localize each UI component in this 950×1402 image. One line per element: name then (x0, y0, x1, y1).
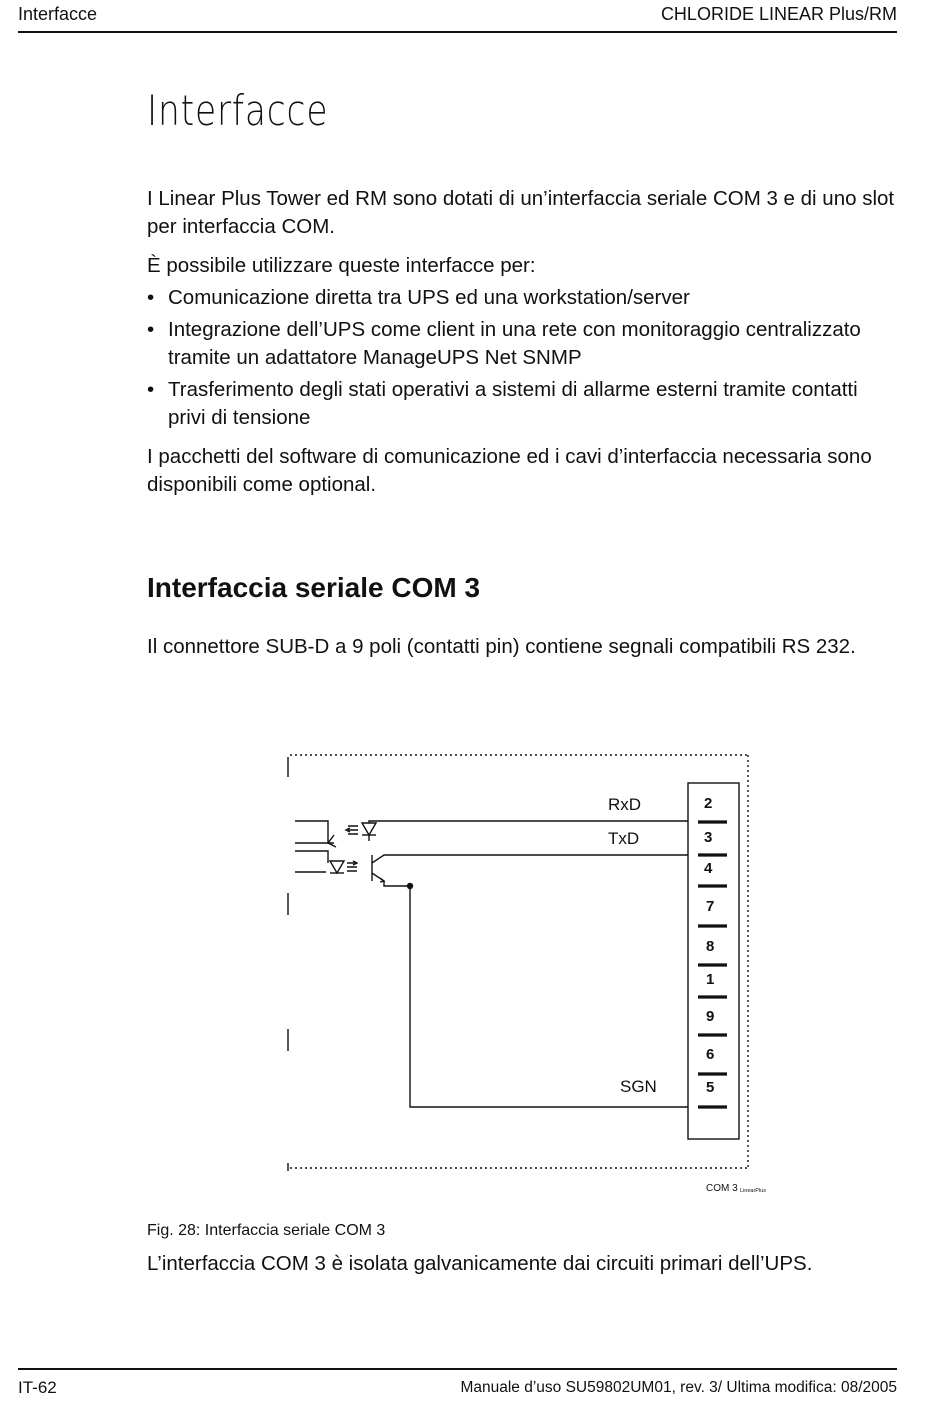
pin-number: 4 (704, 860, 713, 877)
pin-number: 5 (706, 1079, 715, 1096)
sgn-wire (410, 886, 688, 1107)
header-section-title: Interfacce (18, 4, 98, 24)
page-title: Interfacce (147, 86, 329, 135)
page-number: IT-62 (18, 1378, 57, 1397)
figure-model-label: LinearPlus (740, 1188, 766, 1194)
bullet-item: • Trasferimento degli stati operativi a sistemi di allarme esterni tramite contatti privi di tensione (147, 376, 899, 432)
figure-connector-label: COM 3 (706, 1183, 738, 1194)
footer-rule (18, 1368, 897, 1370)
signal-label-sgn: SGN (620, 1077, 657, 1096)
com3-wiring-diagram (280, 745, 780, 1200)
pin-number: 2 (704, 795, 713, 812)
intro-paragraph-1: I Linear Plus Tower ed RM sono dotati di un’interfaccia seriale COM 3 e di uno slot per interfaccia COM. (147, 187, 895, 238)
signal-label-txd: TxD (608, 829, 640, 848)
optocoupler-tx-symbol (295, 851, 688, 886)
ground-junction-dot (407, 883, 413, 889)
pin-separators (698, 822, 727, 1107)
document-reference: Manuale d’uso SU59802UM01, rev. 3/ Ultima modifica: 08/2005 (460, 1379, 897, 1396)
pin-number: 6 (706, 1046, 715, 1063)
closing-paragraph: L’interfaccia COM 3 è isolata galvanicamente dai circuiti primari dell’UPS. (147, 1252, 813, 1275)
section-paragraph: Il connettore SUB-D a 9 poli (contatti pin) contiene segnali compatibili RS 232. (147, 635, 856, 658)
intro-paragraph-2: È possibile utilizzare queste interfacce per: (147, 254, 536, 277)
usage-bullet-list (147, 284, 899, 436)
pin-number: 9 (706, 1008, 715, 1025)
pin-number: 7 (706, 898, 715, 915)
figure-caption: Fig. 28: Interfaccia seriale COM 3 (147, 1222, 386, 1239)
bullet-item: • Integrazione dell’UPS come client in una rete con monitoraggio centralizzato tramite un adattatore ManageUPS Net SNMP (147, 316, 899, 372)
header-product-name: CHLORIDE LINEAR Plus/RM (660, 4, 897, 24)
header-rule (18, 31, 897, 33)
signal-label-rxd: RxD (608, 795, 642, 814)
pin-number: 1 (706, 971, 715, 988)
section-heading: Interfaccia seriale COM 3 (147, 572, 481, 603)
intro-paragraph-3: I pacchetti del software di comunicazione ed i cavi d’interfaccia necessaria sono disponibili come optional. (147, 445, 872, 496)
pin-number: 8 (706, 938, 715, 955)
pin-number: 3 (704, 829, 713, 846)
bullet-item: • Comunicazione diretta tra UPS ed una workstation/server (147, 284, 899, 312)
